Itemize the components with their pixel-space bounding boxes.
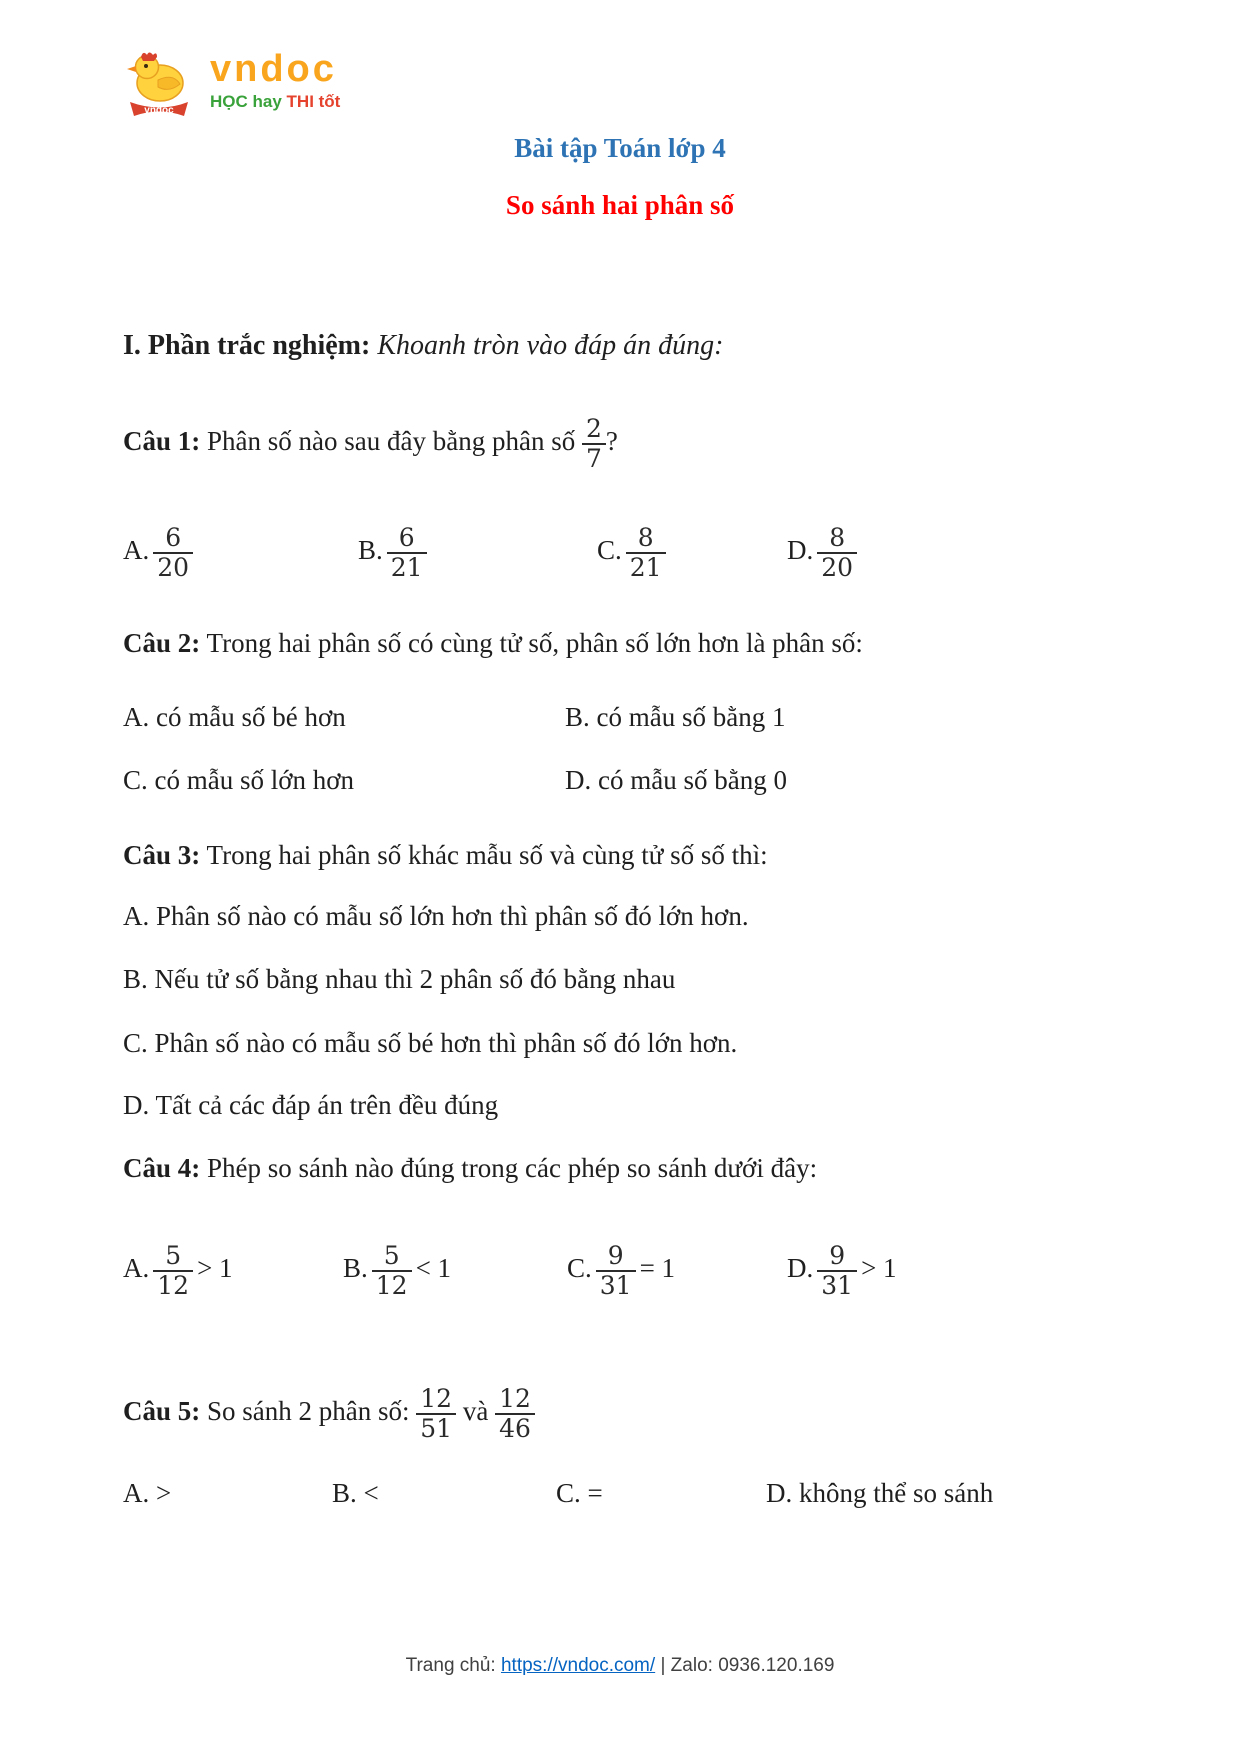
question-2-options-row-1 [0,702,1240,738]
q3-option-a [123,901,749,932]
question-1-fraction [582,415,606,473]
option-label: A. [123,1478,150,1508]
option-fraction [153,1242,193,1300]
fraction-denominator: 20 [821,553,854,582]
option-label: C. [556,1478,581,1508]
logo-text-block [210,50,340,112]
option-label: A. [123,901,150,931]
question-1-options [0,524,1240,596]
option-fraction [153,524,193,582]
question-5-text: So sánh 2 phân số: [207,1396,410,1427]
option-fraction [596,1242,636,1300]
option-text: Phân số nào có mẫu số bé hơn thì phân số đó lớn hơn. [154,1028,738,1058]
page-subtitle: So sánh hai phân số [505,190,735,220]
option-label: A. [123,535,150,566]
footer-zalo: Zalo: 0936.120.169 [670,1655,835,1676]
q4-option-b [343,1242,451,1300]
question-4-options [0,1242,1240,1314]
section-label: I. Phần trắc nghiệm: [123,330,371,361]
footer-prefix: Trang chủ: [405,1655,496,1676]
fraction-numerator: 6 [153,524,193,554]
option-text: có mẫu số lớn hơn [154,765,355,795]
option-text: > [156,1478,172,1508]
question-4 [123,1153,817,1184]
fraction-denominator: 21 [390,553,423,582]
vndoc-mascot-icon [118,50,200,122]
fraction-denominator: 12 [375,1271,408,1300]
q3-option-c [123,1028,737,1059]
question-5-fraction-2 [495,1385,535,1443]
q1-option-b [358,524,431,582]
option-label: B. [565,702,590,732]
fraction-denominator: 51 [420,1414,453,1443]
option-label: C. [123,765,148,795]
question-5-connector: và [462,1396,489,1427]
logo-tagline-red: THI tốt [286,92,341,111]
q4-option-c [567,1242,675,1300]
option-label: B. [123,964,148,994]
q3-option-d [123,1090,498,1121]
page-title: Bài tập Toán lớp 4 [514,133,726,163]
fraction-denominator: 12 [157,1271,190,1300]
question-3-label: Câu 3: [123,840,201,870]
q2-option-d [565,765,787,796]
logo-wordmark: vndoc [210,48,337,90]
question-1-label: Câu 1: [123,426,201,457]
option-text: có mẫu số bằng 1 [596,702,786,732]
fraction-numerator: 9 [817,1242,857,1272]
option-label: B. [358,535,383,566]
option-fraction [817,1242,857,1300]
fraction-numerator: 12 [416,1385,456,1415]
logo-tagline-green: HỌC hay [210,92,282,111]
fraction-numerator: 8 [626,524,666,554]
option-fraction [626,524,666,582]
section-heading [123,330,723,362]
option-text: = [587,1478,603,1508]
option-text: < [363,1478,379,1508]
logo-banner-text: vndoc [144,105,174,116]
option-label: C. [123,1028,148,1058]
fraction-denominator: 31 [821,1271,854,1300]
option-fraction [387,524,427,582]
question-5-options [0,1478,1240,1514]
option-label: B. [343,1253,368,1284]
question-2-text: Trong hai phân số có cùng tử số, phân số lớn hơn là phân số: [206,628,863,658]
fraction-numerator: 2 [582,415,606,445]
fraction-numerator: 8 [817,524,857,554]
option-label: D. [565,765,592,795]
q5-option-b [332,1478,379,1509]
question-2 [123,628,863,659]
fraction-numerator: 6 [387,524,427,554]
option-text: Nếu tử số bằng nhau thì 2 phân số đó bằng nhau [154,964,676,994]
option-label: D. [787,535,814,566]
fraction-denominator: 7 [585,444,602,473]
logo-tagline [210,92,340,112]
fraction-denominator: 20 [157,553,190,582]
q1-option-d [787,524,861,582]
q5-option-a [123,1478,171,1509]
vndoc-logo [118,50,340,122]
footer-separator: | [660,1655,666,1676]
option-text: Phân số nào có mẫu số lớn hơn thì phân số đó lớn hơn. [156,901,749,931]
option-comparison: < 1 [415,1253,452,1284]
question-1-text: Phân số nào sau đây bằng phân số [207,426,576,457]
question-5-fraction-1 [416,1385,456,1443]
option-label: D. [787,1253,814,1284]
question-5-label: Câu 5: [123,1396,201,1427]
q5-option-d [766,1478,993,1509]
q2-option-b [565,702,785,733]
option-text: có mẫu số bằng 0 [598,765,787,795]
q2-option-c [123,765,354,796]
option-comparison: > 1 [197,1253,233,1284]
fraction-denominator: 21 [629,553,662,582]
option-label: D. [766,1478,793,1508]
question-1-suffix: ? [605,426,618,457]
q1-option-a [123,524,197,582]
question-3 [123,840,768,871]
option-comparison: > 1 [861,1253,897,1284]
q2-option-a [123,702,346,733]
page-footer [0,1655,1240,1677]
q1-option-c [597,524,670,582]
question-2-options-row-2 [0,765,1240,801]
option-comparison: = 1 [639,1253,676,1284]
option-label: D. [123,1090,150,1120]
q3-option-b [123,964,675,995]
option-label: A. [123,702,150,732]
question-1 [123,415,618,473]
fraction-numerator: 12 [495,1385,535,1415]
q4-option-a [123,1242,233,1300]
section-instruction: Khoanh tròn vào đáp án đúng: [377,330,724,361]
fraction-denominator: 46 [499,1414,531,1443]
option-fraction [817,524,857,582]
footer-home-link[interactable]: https://vndoc.com/ [500,1655,656,1676]
q5-option-c [556,1478,603,1509]
option-label: C. [597,535,622,566]
q4-option-d [787,1242,897,1300]
option-text: Tất cả các đáp án trên đều đúng [155,1090,499,1120]
option-label: B. [332,1478,357,1508]
option-text: có mẫu số bé hơn [156,702,346,732]
question-3-text: Trong hai phân số khác mẫu số và cùng tử số số thì: [206,840,768,870]
option-label: A. [123,1253,150,1284]
question-4-text: Phép so sánh nào đúng trong các phép so sánh dưới đây: [207,1153,818,1183]
option-fraction [372,1242,412,1300]
fraction-numerator: 9 [596,1242,636,1272]
fraction-denominator: 31 [599,1271,632,1300]
fraction-numerator: 5 [372,1242,412,1272]
question-5 [123,1385,535,1443]
fraction-numerator: 5 [153,1242,193,1272]
question-2-label: Câu 2: [123,628,201,658]
question-4-label: Câu 4: [123,1153,201,1183]
option-label: C. [567,1253,592,1284]
option-text: không thể so sánh [799,1478,994,1508]
